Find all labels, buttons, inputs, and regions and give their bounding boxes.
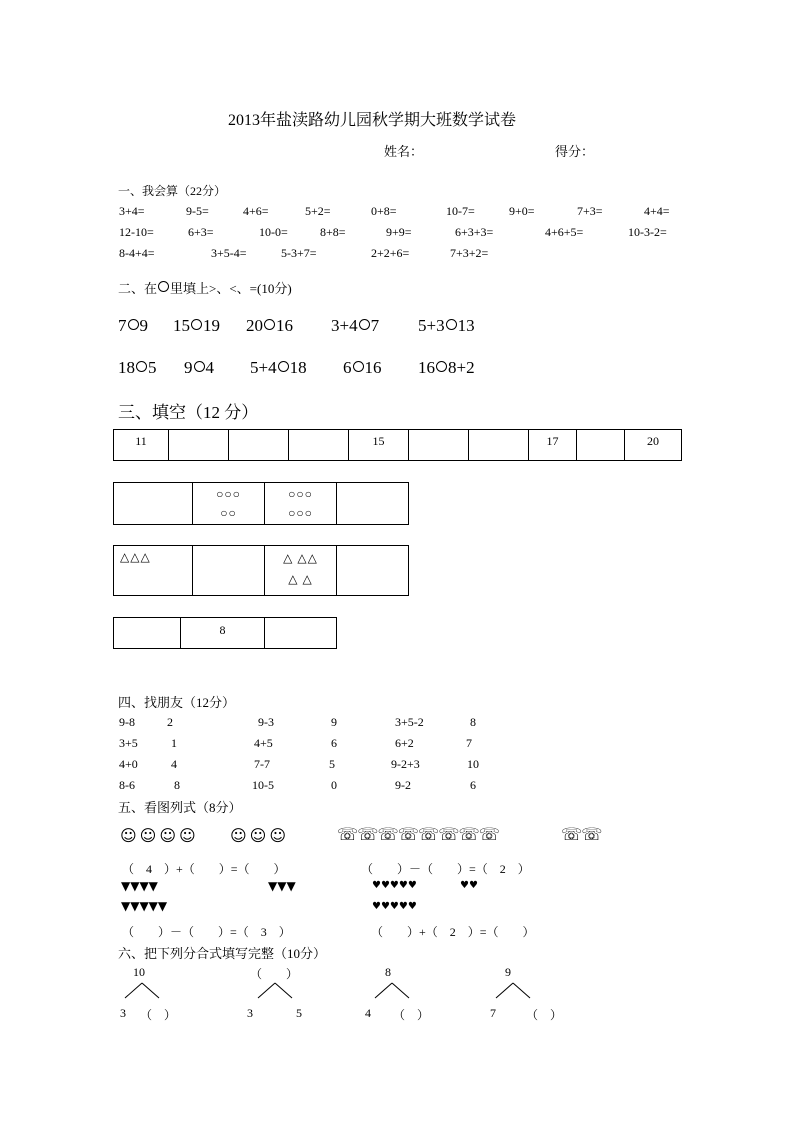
number-sequence-table [113,429,682,461]
phone-group-a: ☏☏☏☏☏☏☏☏ [337,825,500,845]
seq-cell[interactable] [577,430,625,460]
seq-cell[interactable] [229,430,289,460]
equation: 9+9= [386,225,412,239]
match-item[interactable]: 2 [167,715,173,729]
equation: 0+8= [371,204,397,218]
smiley-group-a: ☺☺☺☺ [120,826,199,845]
compare-row-2-d: 6 16 [343,358,382,377]
equation: 9+0= [509,204,535,218]
bond-right: 5 [296,1006,302,1020]
compare-row-2-a: 18 5 [118,358,157,377]
triangle-group-b: ▼▼▼ [268,879,296,893]
equation: 8+8= [320,225,346,239]
equation: 10-7= [446,204,475,218]
bond-top: 10 [133,965,145,979]
match-item[interactable]: 1 [171,736,177,750]
bond-left: 4 [365,1006,371,1020]
equation: 4+6+5= [545,225,584,239]
blank-circle[interactable] [353,361,364,372]
bond-left: 3 [120,1006,126,1020]
equation: 7+3= [577,204,603,218]
equation-1[interactable]: （ 4 ）+（ ）=（ ） [122,862,286,876]
heart-group-b: ♥♥ [460,880,478,891]
circles-cell: ○○○ ○○○ [265,483,337,524]
equation: 10-0= [259,225,288,239]
seq-cell[interactable]: 20 [647,434,659,448]
name-label: 姓名： [384,144,424,159]
match-item[interactable]: 9-2 [395,778,411,792]
blank-circle[interactable] [194,361,205,372]
triangles-cell: △ △△ △ △ [265,546,337,595]
seq-cell[interactable] [289,430,349,460]
match-item[interactable]: 5 [329,757,335,771]
equation: 2+2+6= [371,246,410,260]
bond-cell[interactable] [265,618,336,648]
equation: 4+6= [243,204,269,218]
match-item[interactable]: 6 [470,778,476,792]
section3-heading: 三、填空（12 分） [118,403,259,422]
match-item[interactable]: 9-3 [258,715,274,729]
seq-cell[interactable]: 15 [349,430,409,460]
seq-cell[interactable]: 11 [114,430,169,460]
section6-heading: 六、把下列分合式填写完整（10分） [118,946,327,961]
match-item[interactable]: 7-7 [254,757,270,771]
circles-cell: ○○○ ○○ [193,483,265,524]
seq-cell[interactable] [409,430,469,460]
bond-lines [122,982,162,1000]
match-item[interactable]: 3+5-2 [395,715,424,729]
blank-circle[interactable] [136,361,147,372]
match-item[interactable]: 10-5 [252,778,274,792]
seq-cell[interactable] [469,430,529,460]
seq-cell[interactable]: 17 [529,430,577,460]
equation-4[interactable]: （ ）+（ 2 ）=（ ） [371,925,535,939]
blank-circle[interactable] [436,361,447,372]
match-item[interactable]: 10 [467,757,479,771]
match-item[interactable]: 9-8 [119,715,135,729]
match-item[interactable]: 6 [331,736,337,750]
circle-icon [158,281,169,292]
equation: 3+4= [119,204,145,218]
blank-circle[interactable] [278,361,289,372]
section5-heading: 五、看图列式（8分） [118,800,242,815]
equation: 5+2= [305,204,331,218]
bond-right[interactable]: （ ） [393,1008,430,1022]
blank-circle[interactable] [191,319,202,330]
compare-row-2-e: 16 8+2 [418,358,475,377]
match-item[interactable]: 9 [331,715,337,729]
equation: 6+3= [188,225,214,239]
heading-text: 里填上>、<、=(10分) [170,281,292,296]
match-item[interactable]: 3+5 [119,736,138,750]
triangles-table [113,545,409,596]
bond-table [113,617,337,649]
match-item[interactable]: 8 [174,778,180,792]
equation: 6+3+3= [455,225,494,239]
bond-right[interactable]: （ ） [140,1008,177,1022]
match-item[interactable]: 6+2 [395,736,414,750]
bond-top[interactable]: （ ） [250,967,299,981]
match-item[interactable]: 8-6 [119,778,135,792]
equation-3[interactable]: （ ）－（ ）=（ 3 ） [122,925,291,939]
blank-circle[interactable] [359,319,370,330]
equation: 10-3-2= [628,225,667,239]
heart-group-a1: ♥♥♥♥♥ [372,880,417,891]
bond-cell: 8 [181,618,265,648]
triangles-cell[interactable] [337,546,408,595]
blank-circle[interactable] [128,319,139,330]
match-item[interactable]: 0 [331,778,337,792]
equation: 5-3+7= [281,246,317,260]
match-item[interactable]: 4 [171,757,177,771]
smiley-group-b: ☺☺☺ [230,826,290,845]
equation: 9-5= [186,204,209,218]
circles-cell[interactable] [114,483,193,524]
bond-top: 9 [505,965,511,979]
bond-lines [493,982,533,1000]
equation-2[interactable]: （ ）－（ ）=（ 2 ） [361,862,530,876]
section1-heading: 一、我会算（22分） [118,184,227,198]
bond-left: 7 [490,1006,496,1020]
match-item[interactable]: 4+5 [254,736,273,750]
blank-circle[interactable] [264,319,275,330]
circles-cell[interactable] [337,483,408,524]
equation: 8-4+4= [119,246,155,260]
heart-group-a2: ♥♥♥♥♥ [372,901,417,912]
match-item[interactable]: 7 [466,736,472,750]
bond-lines [255,982,295,1000]
compare-row-1 [118,316,148,336]
compare-row-1-b: 15 19 [173,316,220,335]
circles-table [113,482,409,525]
match-item[interactable]: 9-2+3 [391,757,420,771]
compare-row-1-c: 20 16 [246,316,293,335]
bond-right[interactable]: （ ） [526,1008,563,1022]
heading-text: 二、在 [118,281,158,296]
bond-cell[interactable] [114,618,181,648]
triangle-group-a2: ▼▼▼▼▼ [121,899,168,913]
triangle-group-a1: ▼▼▼▼ [121,879,158,893]
blank-circle[interactable] [446,319,457,330]
section4-heading: 四、找朋友（12分） [118,695,236,710]
equation: 7+3+2= [450,246,489,260]
triangles-cell: △△△ [114,546,193,595]
score-label: 得分： [555,144,595,159]
bond-lines [372,982,412,1000]
bond-left: 3 [247,1006,253,1020]
compare-row-2-b: 9 4 [184,358,214,377]
compare-row-2-c: 5+4 18 [250,358,307,377]
equation: 3+5-4= [211,246,247,260]
match-item[interactable]: 4+0 [119,757,138,771]
compare-row-1-e: 5+3 13 [418,316,475,335]
phone-group-b: ☏☏ [561,825,602,845]
page-title: 2013年盐渎路幼儿园秋学期大班数学试卷 [228,112,517,129]
equation: 4+4= [644,204,670,218]
compare-row-1-d: 3+4 7 [331,316,380,335]
equation: 12-10= [119,225,154,239]
seq-cell[interactable] [169,430,229,460]
triangles-cell[interactable] [193,546,265,595]
bond-top: 8 [385,965,391,979]
section2-heading [118,278,292,297]
match-item[interactable]: 8 [470,715,476,729]
compare-item: 7 9 [118,316,148,335]
